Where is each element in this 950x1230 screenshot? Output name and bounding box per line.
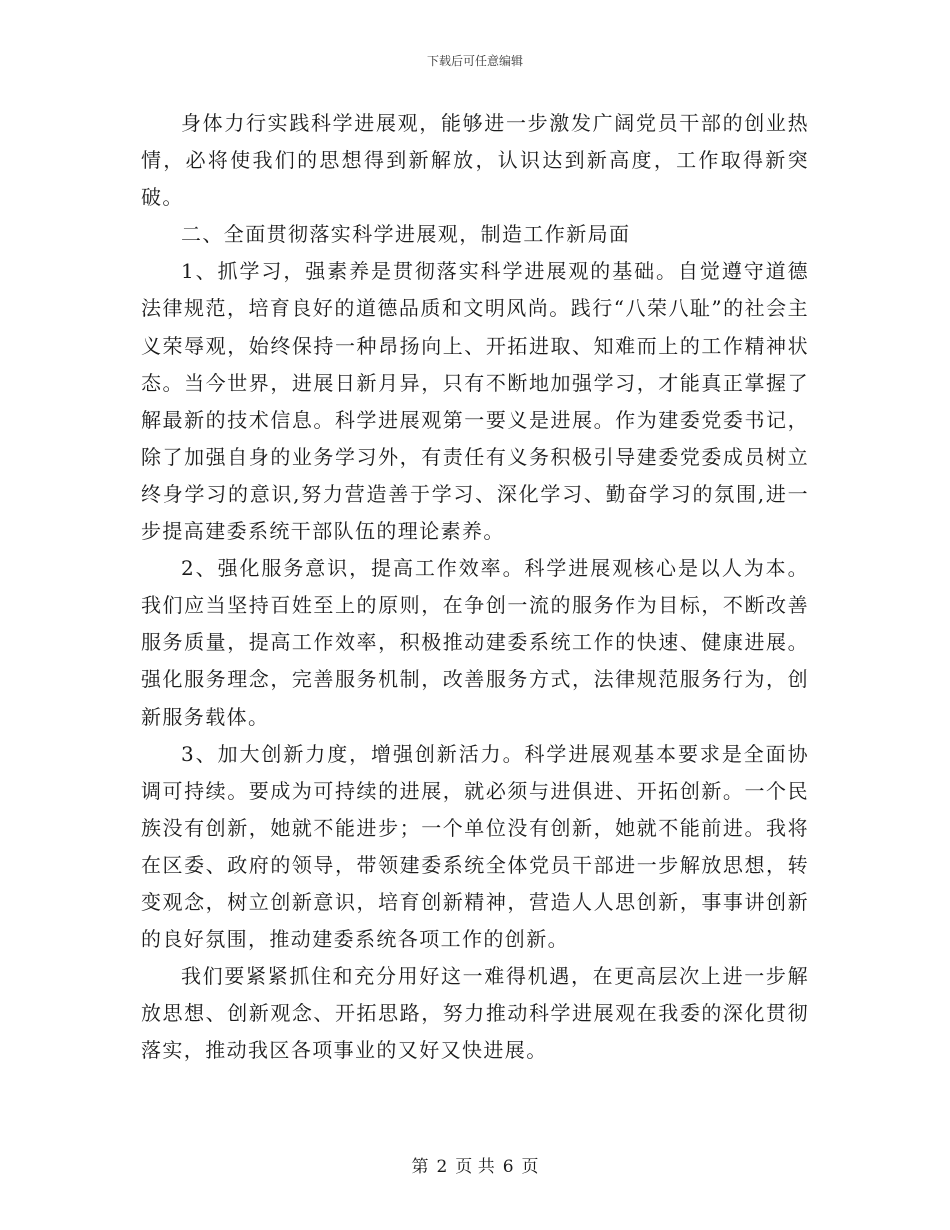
total-pages-number: 6 xyxy=(502,1157,514,1177)
page-header: 下载后可任意编辑 xyxy=(426,54,523,68)
paragraph-item-2: 2、强化服务意识，提高工作效率。科学进展观核心是以人为本。我们应当坚持百姓至上的原则，在争创一流的服务作为目标，不断改善服务质量，提高工作效率，积极推动建委系统工作的快速、健康进展。强化服务理念，完善服务机制，改善服务方式，法律规范服务行为，创新服务载体。 xyxy=(141,556,809,729)
section-heading: 二、全面贯彻落实科学进展观，制造工作新局面 xyxy=(181,222,631,247)
footer-middle: 页 共 xyxy=(455,1157,495,1177)
paragraph-conclusion: 我们要紧紧抓住和充分用好这一难得机遇，在更高层次上进一步解放思想、创新观念、开拓思路，努力推动科学进展观在我委的深化贯彻落实，推动我区各项事业的又好又快进展。 xyxy=(141,964,809,1063)
paragraph-continuation: 身体力行实践科学进展观，能够进一步激发广阔党员干部的创业热情，必将使我们的思想得到新解放，认识达到新高度，工作取得新突破。 xyxy=(141,111,809,210)
page-footer xyxy=(0,1156,950,1178)
paragraph-item-3: 3、加大创新力度，增强创新活力。科学进展观基本要求是全面协调可持续。要成为可持续的进展，就必须与进俱进、开拓创新。一个民族没有创新，她就不能进步；一个单位没有创新，她就不能前进。我将在区委、政府的领导，带领建委系统全体党员干部进一步解放思想，转变观念，树立创新意识，培育创新精神，营造人人思创新，事事讲创新的良好氛围，推动建委系统各项工作的创新。 xyxy=(141,741,809,952)
paragraph-item-1: 1、抓学习，强素养是贯彻落实科学进展观的基础。自觉遵守道德法律规范，培育良好的道德品质和文明风尚。践行“八荣八耻”的社会主义荣辱观，始终保持一种昂扬向上、开拓进取、知难而上的工作精神状态。当今世界，进展日新月异，只有不断地加强学习，才能真正掌握了解最新的技术信息。科学进展观第一要义是进展。作为建委党委书记，除了加强自身的业务学习外，有责任有义务积极引导建委党委成员树立终身学习的意识,努力营造善于学习、深化学习、勤奋学习的氛围,进一步提高建委系统干部队伍的理论素养。 xyxy=(141,259,809,544)
document-body xyxy=(141,105,809,1069)
current-page-number: 2 xyxy=(436,1157,448,1177)
footer-prefix: 第 xyxy=(411,1157,429,1177)
footer-suffix: 页 xyxy=(521,1157,539,1177)
